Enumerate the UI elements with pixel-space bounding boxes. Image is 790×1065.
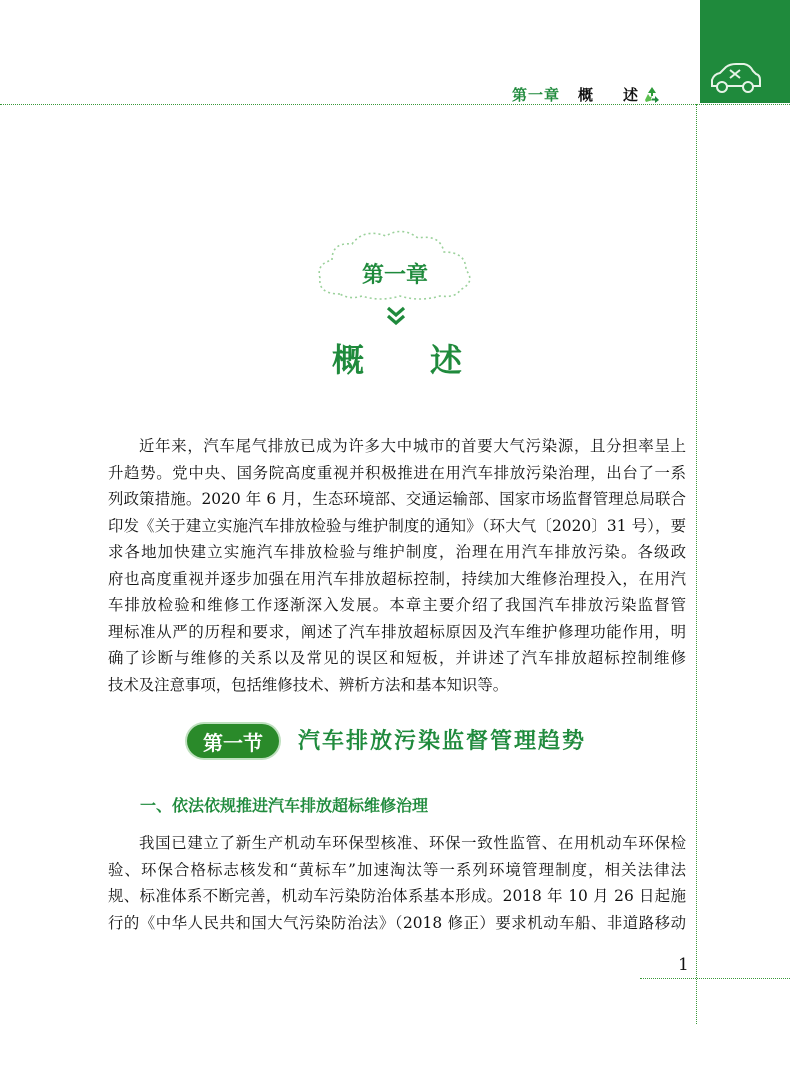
intro-line: 确了诊断与维修的关系以及常见的误区和短板，并讲述了汽车排放超标控制维修 — [108, 649, 686, 667]
intro-line: 升趋势。党中央、国务院高度重视并积极推进在用汽车排放污染治理，出台了一系 — [108, 463, 686, 482]
intro-line: 印发《关于建立实施汽车排放检验与维护制度的通知》（环大气〔2020〕31 号），要 — [108, 516, 686, 535]
section-line: 我国已建立了新生产机动车环保型核准、环保一致性监管、在用机动车环保检 — [139, 834, 686, 852]
section-title: 汽车排放污染监督管理趋势 — [298, 728, 587, 754]
chapter-title-char-1: 概 — [332, 341, 365, 379]
footer-rule — [640, 978, 790, 979]
running-head — [512, 84, 662, 105]
double-chevron-down-icon — [385, 305, 407, 327]
intro-line: 技术及注意事项，包括维修技术、辨析方法和基本知识等。 — [108, 675, 509, 694]
intro-line: 车排放检验和维修工作逐渐深入发展。本章主要介绍了我国汽车排放污染监督管 — [108, 596, 686, 614]
section-line: 规、标准体系不断完善，机动车污染防治体系基本形成。2018 年 10 月 26 日起施 — [108, 887, 686, 905]
running-head-chapter: 第一章 — [511, 86, 560, 104]
intro-paragraph — [108, 433, 686, 698]
recycle-icon — [642, 85, 662, 105]
chapter-title-char-2: 述 — [429, 341, 462, 379]
section-line: 行的《中华人民共和国大气污染防治法》（2018 修正）要求机动车船、非道路移动 — [108, 913, 686, 932]
chapter-label: 第一章 — [361, 263, 428, 288]
header-rule — [0, 104, 790, 105]
intro-line: 列政策措施。2020 年 6 月，生态环境部、交通运输部、国家市场监督管理总局联合 — [108, 490, 686, 508]
page-number: 1 — [678, 955, 689, 975]
section-paragraph — [108, 830, 686, 936]
section-label: 第一节 — [187, 724, 279, 758]
intro-line: 理标准从严的历程和要求，阐述了汽车排放超标原因及汽车维护修理功能作用，明 — [108, 622, 686, 641]
chapter-title — [332, 335, 462, 381]
intro-line: 求各地加快建立实施汽车排放检验与维护制度，治理在用汽车排放污染。各级政 — [108, 543, 686, 561]
car-repair-icon — [706, 62, 762, 96]
running-head-title-2: 述 — [622, 86, 638, 104]
margin-rule — [696, 104, 697, 1024]
running-head-title-1: 概 — [577, 86, 593, 104]
intro-line: 府也高度重视并逐步加强在用汽车排放超标控制，持续加大维修治理投入，在用汽 — [108, 569, 686, 588]
section-line: 验、环保合格标志核发和“黄标车”加速淘汰等一系列环境管理制度，相关法律法 — [108, 860, 686, 879]
subsection-heading: 一、依法依规推进汽车排放超标维修治理 — [140, 796, 429, 815]
intro-line: 近年来，汽车尾气排放已成为许多大中城市的首要大气污染源，且分担率呈上 — [139, 437, 686, 455]
